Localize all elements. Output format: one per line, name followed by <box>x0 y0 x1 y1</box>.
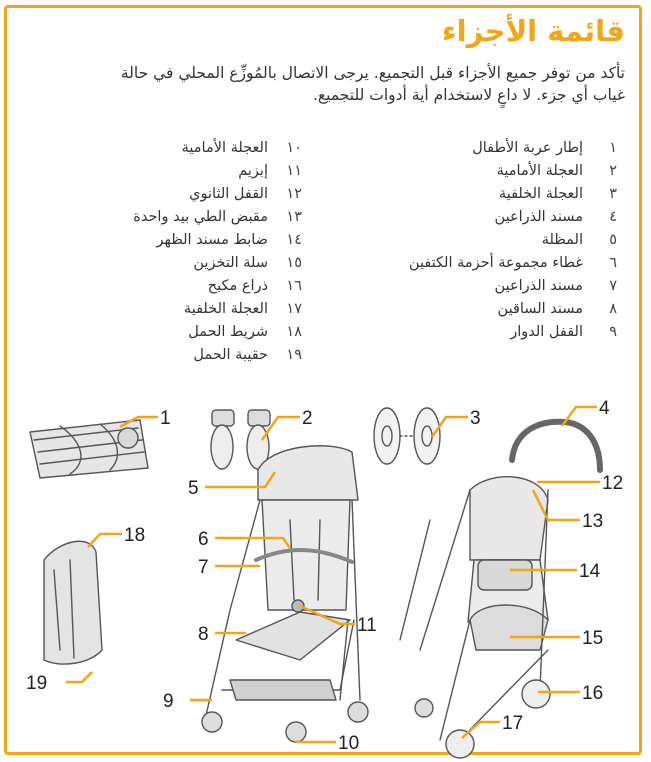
part-item: ٤مسند الذراعين <box>494 209 617 225</box>
stroller-front-drawing <box>202 446 368 742</box>
part-item: ٥المظلة <box>541 232 617 248</box>
part-item: ٢العجلة الأمامية <box>496 163 617 179</box>
callout-10: 10 <box>338 733 360 754</box>
part-item: ٦غطاء مجموعة أحزمة الكتفين <box>408 255 617 271</box>
part-item: ١٠العجلة الأمامية <box>181 140 302 156</box>
part-item: ٧مسند الذراعين <box>494 278 617 294</box>
callout-17: 17 <box>502 713 524 734</box>
callout-14: 14 <box>579 561 601 582</box>
callout-15: 15 <box>582 628 604 649</box>
callout-11: 11 <box>357 615 377 636</box>
callout-18: 18 <box>124 525 146 546</box>
part-item: ٩القفل الدوار <box>510 324 617 340</box>
part-item: ١٦ذراع مكبح <box>207 278 302 294</box>
part-item: ١٥سلة التخزين <box>193 255 302 271</box>
callout-16: 16 <box>582 683 604 704</box>
part-item: ١٣مقبض الطي بيد واحدة <box>133 209 302 225</box>
callout-2: 2 <box>302 408 313 429</box>
arm-bar-drawing <box>512 422 600 470</box>
callout-5: 5 <box>188 478 199 499</box>
part-item: ١٢القفل الثانوي <box>189 186 302 202</box>
callout-1: 1 <box>160 408 171 429</box>
part-item: ٣العجلة الخلفية <box>498 186 617 202</box>
part-item: ٨مسند الساقين <box>497 301 617 317</box>
stroller-rear-drawing <box>400 477 550 758</box>
callout-13: 13 <box>582 511 604 532</box>
front-wheels-drawing <box>211 410 270 469</box>
carry-bag-drawing <box>44 541 102 664</box>
callout-3: 3 <box>470 408 481 429</box>
callout-8: 8 <box>198 624 209 645</box>
intro-line-1: تأكد من توفر جميع الأجزاء قبل التجميع. يرجى الاتصال بالمُوزِّع المحلي في حالة <box>120 64 625 82</box>
part-item: ١٨شريط الحمل <box>188 324 302 340</box>
callout-9: 9 <box>163 691 174 712</box>
callout-6: 6 <box>198 529 209 550</box>
part-item: ١٩حقيبة الحمل <box>193 347 302 363</box>
callout-12: 12 <box>602 473 624 494</box>
callout-7: 7 <box>198 557 209 578</box>
callout-4: 4 <box>599 398 610 419</box>
part-item: ١٧العجلة الخلفية <box>183 301 302 317</box>
folded-frame-drawing <box>30 420 148 478</box>
part-item: ١إطار عربة الأطفال <box>472 140 617 156</box>
callout-19: 19 <box>26 673 48 694</box>
intro-line-2: غياب أي جزء. لا داعٍ لاستخدام أية أدوات للتجميع. <box>312 86 625 104</box>
part-item: ١١إبزيم <box>238 163 302 179</box>
rear-wheels-drawing <box>374 408 440 464</box>
page-title: قائمة الأجزاء <box>441 14 625 48</box>
part-item: ١٤ضابط مسند الظهر <box>156 232 302 248</box>
